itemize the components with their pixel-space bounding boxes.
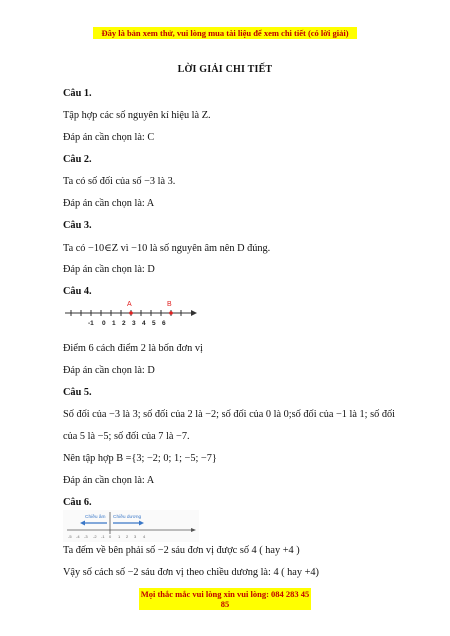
answer-line: Vậy số cách số −2 sáu đơn vị theo chiều dương là: 4 ( hay +4) [63,567,319,578]
question-heading: Câu 3. [63,220,92,231]
answer-line: của 5 là −5; số đối của 7 là −7. [63,431,190,442]
question-heading: Câu 5. [63,387,92,398]
tick-label: 4 [143,534,146,539]
tick-label: 0 [102,320,106,327]
point-a-label: A [127,301,132,308]
tick-label: 2 [122,320,126,327]
answer-line: Tập hợp các số nguyên kí hiệu là Z. [63,110,211,121]
number-line-figure-q6 [63,510,199,542]
answer-choice: Đáp án cần chọn là: D [63,365,155,376]
tick-label: 1 [112,320,116,327]
tick-label: 4 [142,320,146,327]
question-heading: Câu 4. [63,286,92,297]
tick-label: -3 [84,534,88,539]
point-b-dot [169,311,173,315]
tick-label: 3 [134,534,137,539]
tick-label: 6 [162,320,166,327]
tick-label: 1 [118,534,121,539]
question-heading: Câu 1. [63,88,92,99]
contact-banner: Mọi thắc mắc vui lòng xin vui lòng: 084 283 45 85 [140,589,310,609]
tick-label: 3 [132,320,136,327]
preview-banner: Đây là bản xem thử, vui lòng mua tài liệu để xem chi tiết (có lời giải) [93,27,357,39]
tick-label: -2 [93,534,97,539]
question-heading: Câu 2. [63,154,92,165]
answer-line: Điểm 6 cách điểm 2 là bốn đơn vị [63,343,203,354]
tick-label: -1 [101,534,105,539]
question-heading: Câu 6. [63,497,92,508]
negative-direction-label: Chiều âm [85,515,106,520]
tick-label: 0 [109,534,112,539]
positive-direction-label: Chiều dương [113,515,142,520]
answer-line: Ta đếm về bên phải số −2 sáu đơn vị được số 4 ( hay +4 ) [63,545,300,556]
answer-line: Nên tập hợp B ={3; −2; 0; 1; −5; −7} [63,453,217,464]
tick-label: 5 [152,320,156,327]
tick-label: -4 [76,534,80,539]
tick-label: 2 [126,534,129,539]
answer-choice: Đáp án cần chọn là: C [63,132,155,143]
tick-label: -5 [68,534,72,539]
answer-line: Số đối của −3 là 3; số đối của 2 là −2; số đối của 0 là 0;số đối của −1 là 1; số đối [63,409,395,420]
answer-choice: Đáp án cần chọn là: A [63,198,155,209]
answer-choice: Đáp án cần chọn là: A [63,475,155,486]
page-title: LỜI GIẢI CHI TIẾT [177,64,273,75]
point-b-label: B [167,301,172,308]
tick-label: -1 [88,320,94,327]
answer-line: Ta có −10∈Z vì −10 là số nguyên âm nên D đúng. [63,243,271,254]
answer-choice: Đáp án cần chọn là: D [63,264,155,275]
answer-line: Ta có số đối của số −3 là 3. [63,176,176,187]
point-a-dot [129,311,133,315]
number-line-figure-q4 [63,298,198,328]
